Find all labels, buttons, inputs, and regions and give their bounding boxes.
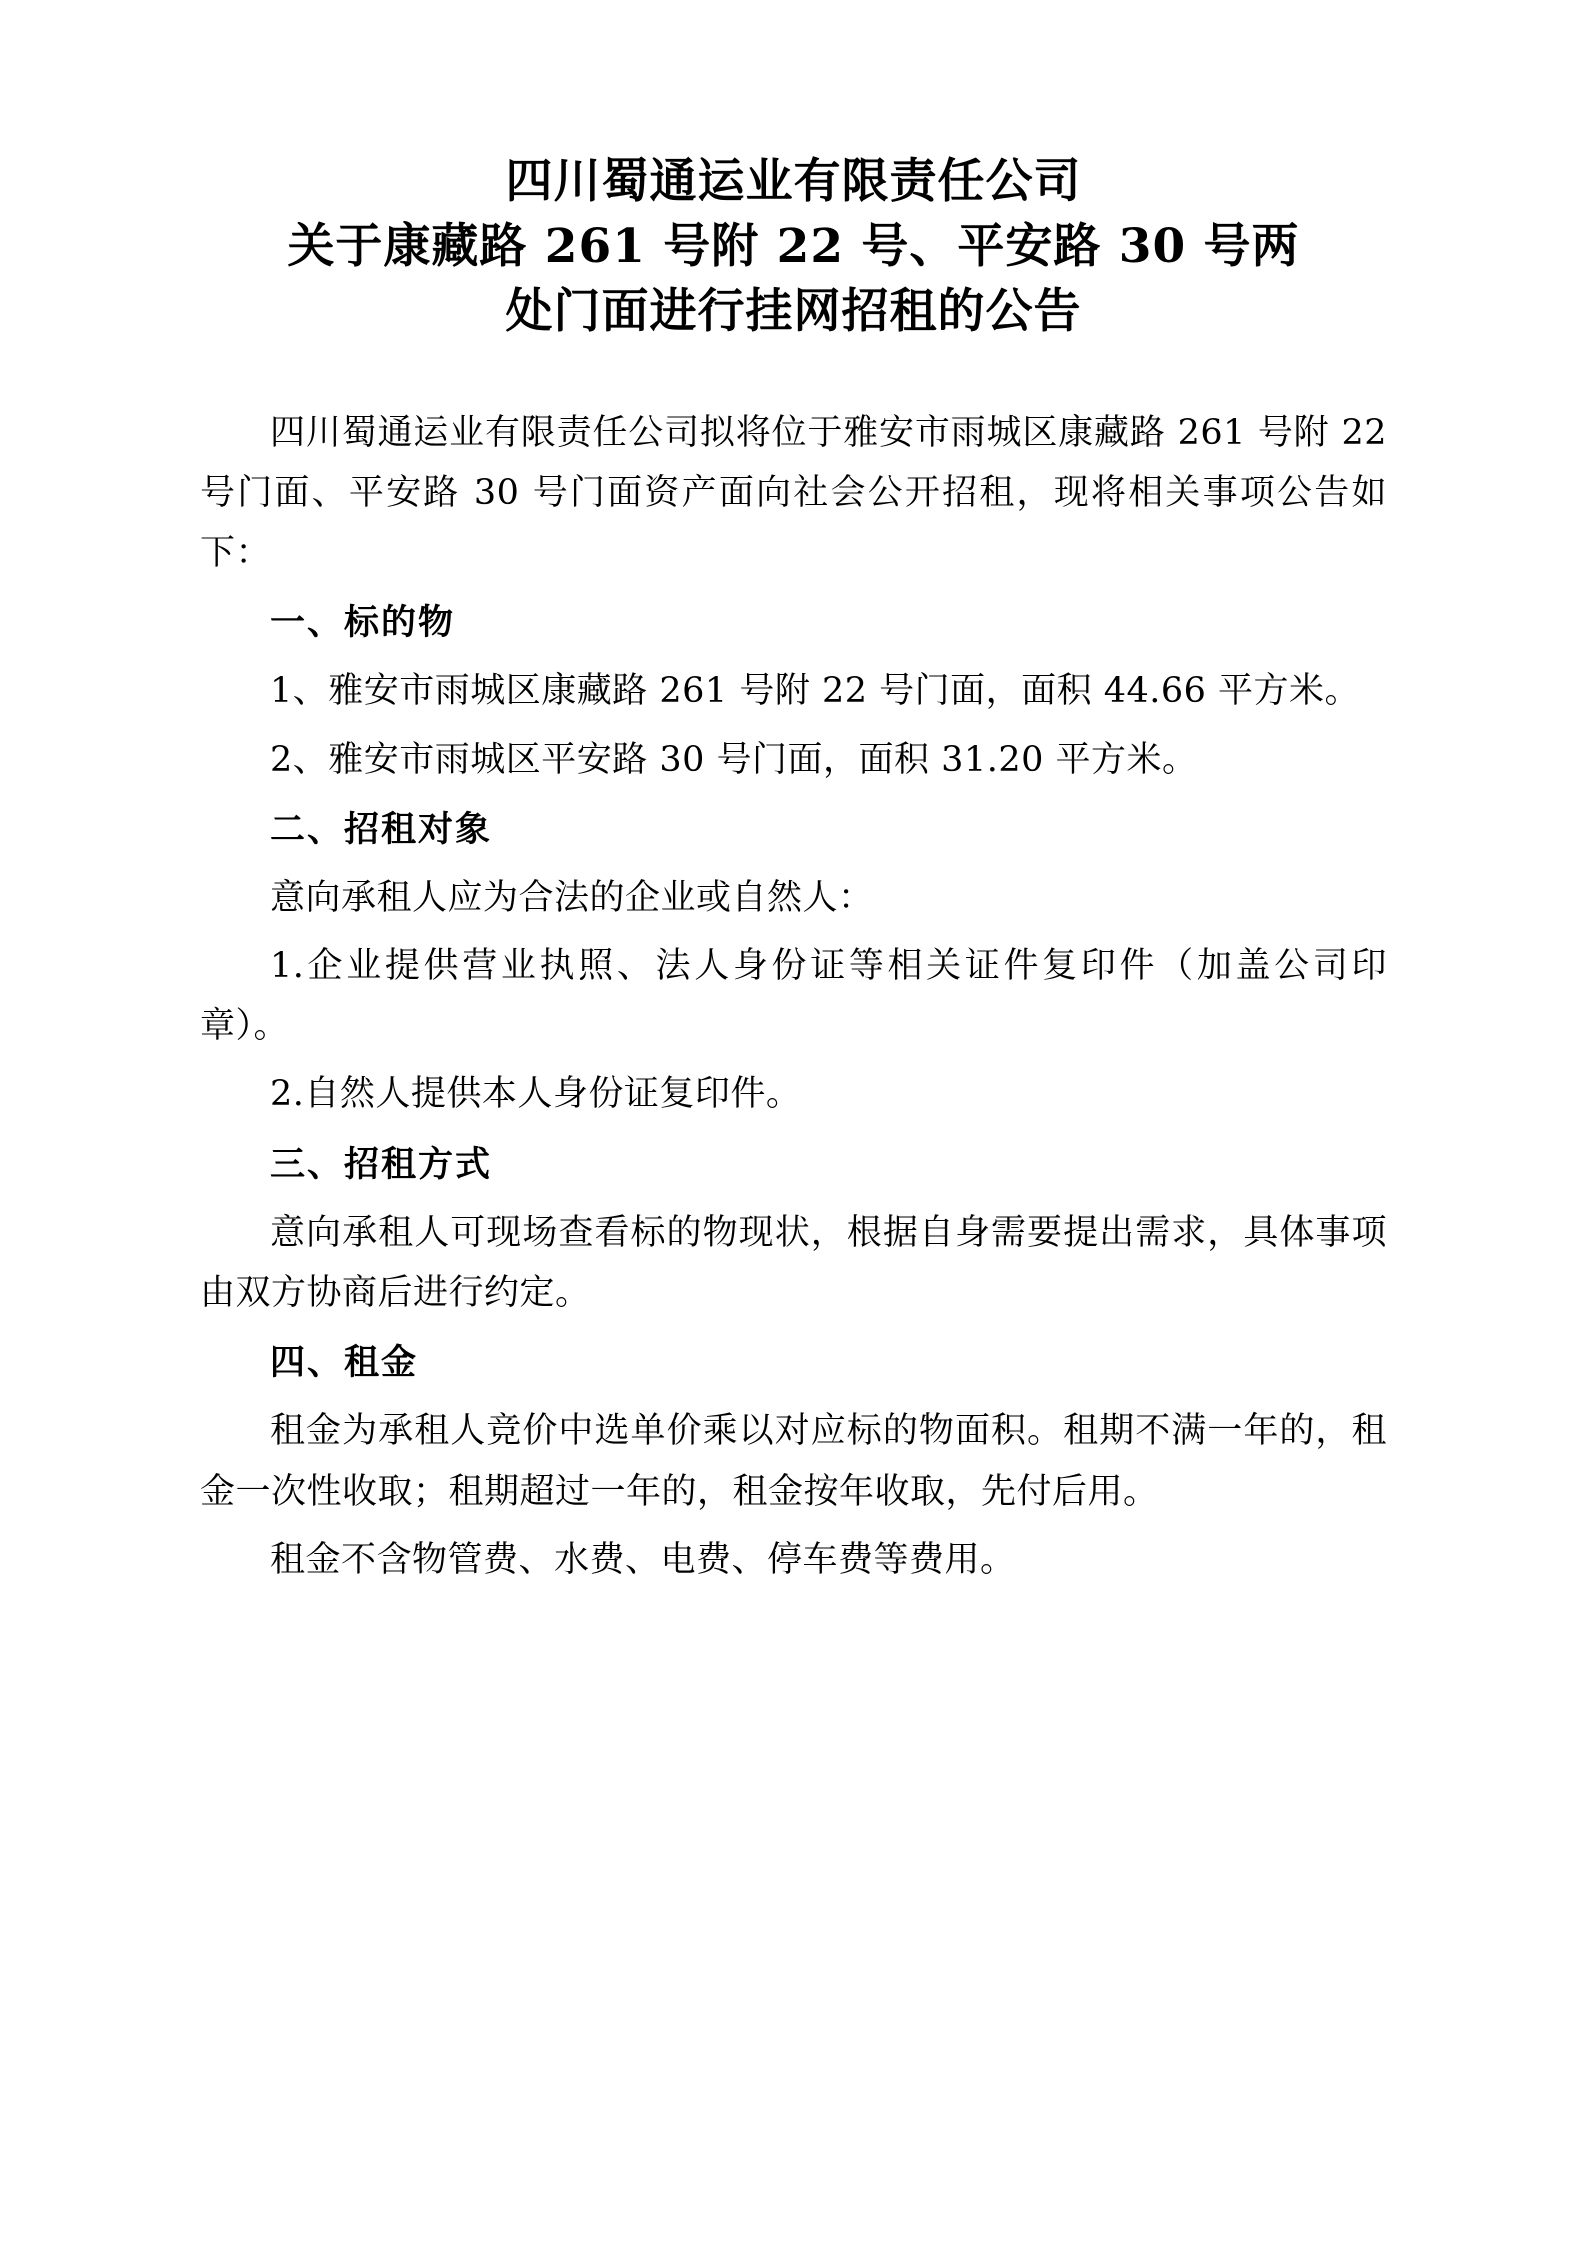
title-line-1: 四川蜀通运业有限责任公司 [505,154,1082,209]
section-heading-4: 四、租金 [270,1343,419,1384]
title-line-3: 处门面进行挂网招租的公告 [505,283,1082,339]
section-4-item-1: 租金为承租人竞价中选单价乘以对应标的物面积。租期不满一年的，租金一次性收取；租期超过一年的，租金按年收取，先付后用。 [200,1411,1387,1512]
section-3-item-1: 意向承租人可现场查看标的物现状，根据自身需要提出需求，具体事项由双方协商后进行约定。 [200,1212,1387,1314]
section-heading-1: 一、标的物 [270,603,456,644]
section-2-item-2: 1.企业提供营业执照、法人身份证等相关证件复印件（加盖公司印章）。 [200,946,1387,1047]
title-line-2: 关于康藏路 261 号附 22 号、平安路 30 号两 [287,218,1300,274]
section-1-item-1: 1、雅安市雨城区康藏路 261 号附 22 号门面，面积 44.66 平方米。 [270,671,1361,712]
section-heading-2: 二、招租对象 [270,809,493,850]
page-title [200,150,1387,345]
intro-paragraph: 四川蜀通运业有限责任公司拟将位于雅安市雨城区康藏路 261 号附 22 号门面、平安路 30 号门面资产面向社会公开招租，现将相关事项公告如下： [200,412,1387,573]
document-body [200,403,1387,1590]
section-2-item-1: 意向承租人应为合法的企业或自然人： [270,877,874,918]
section-1-item-2: 2、雅安市雨城区平安路 30 号门面，面积 31.20 平方米。 [270,739,1198,780]
section-heading-3: 三、招租方式 [270,1144,493,1185]
section-4-item-2: 租金不含物管费、水费、电费、停车费等费用。 [270,1539,1016,1580]
section-2-item-3: 2.自然人提供本人身份证复印件。 [270,1074,802,1115]
